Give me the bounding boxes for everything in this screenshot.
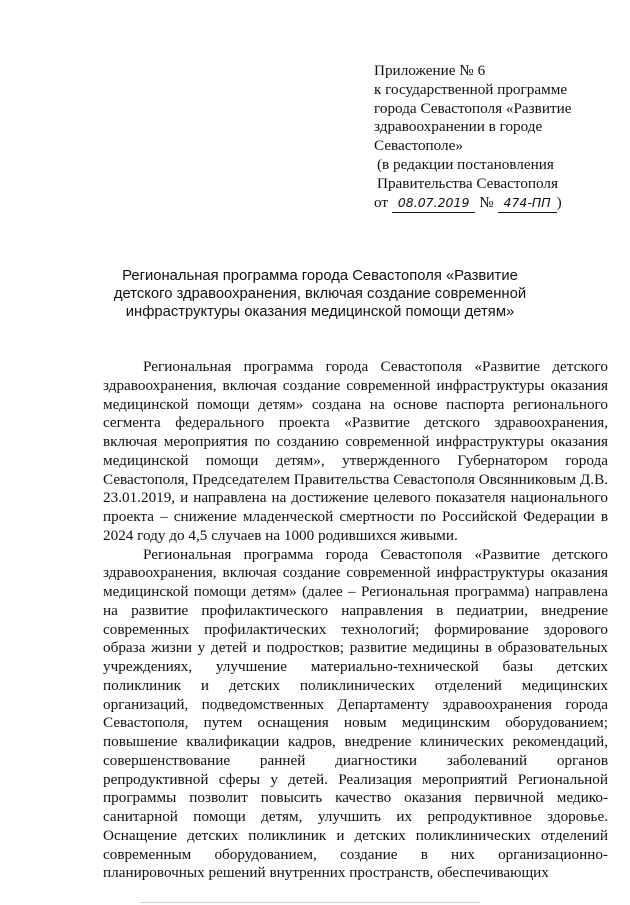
appendix-line: (в редакции постановления bbox=[377, 155, 554, 173]
appendix-line: здравоохранении в городе bbox=[374, 118, 543, 136]
appendix-line: Севастополе» bbox=[374, 137, 463, 155]
body-paragraph: Региональная программа города Севастополя «Развитие детского здравоохранения, включая создание современной инфраструктуры оказания медицинской помощи детям» создана на основе паспорта регионального сегмента федерального проекта «Развитие детского здравоохранения, включая мероприятия по созданию современной инфраструктуры оказания медицинской помощи детям», утвержденного Губернатором города Севастополя, Председателем Правительства Севастополя Овсянниковым Д.В. 23.01.2019, и направлена на достижение целевого показателя национального проекта – снижение младенческой смертности по Российской Федерации в 2024 году до 4,5 случаев на 1000 родившихся живыми. bbox=[103, 358, 608, 544]
handwritten-number: 474-ПП bbox=[498, 194, 557, 214]
appendix-date-line bbox=[374, 194, 624, 214]
appendix-line: города Севастополя «Развитие bbox=[374, 99, 572, 117]
appendix-line: к государственной программе bbox=[374, 80, 568, 98]
document-body bbox=[103, 358, 608, 883]
date-prefix: от bbox=[374, 193, 389, 211]
appendix-header bbox=[374, 62, 624, 213]
body-paragraph: Региональная программа города Севастополя «Развитие детского здравоохранения, включая создание современной инфраструктуры оказания медицинской помощи детям» (далее – Региональная программа) направлена на развитие профилактического направления в педиатрии, внедрение современных профилактических технологий; формирование здорового образа жизни у детей и подростков; развитие медицины в образовательных учреждениях, улучшение материально-технической базы детских поликлиник и детских поликлинических отделений медицинских организаций, подведомственных Департаменту здравоохранения города Севастополя, путем оснащения новым медицинским оборудованием; повышение квалификации кадров, внедрение клинических рекомендаций, совершенствование ранней диагностики заболеваний органов репродуктивной сферы у детей. Реализация мероприятий Региональной программы позволит повысить качество оказания первичной медико-санитарной помощи детям, улучшить их репродуктивное здоровье. Оснащение детских поликлиник и детских поликлинических отделений современным оборудованием, создание в них организационно-планировочных решений внутренних пространств, обеспечивающих bbox=[103, 545, 608, 882]
scan-edge-divider bbox=[140, 902, 480, 903]
handwritten-date: 08.07.2019 bbox=[392, 194, 476, 214]
appendix-number: Приложение № 6 bbox=[374, 62, 486, 79]
number-prefix: № bbox=[479, 193, 494, 211]
closing-paren: ) bbox=[556, 193, 562, 211]
appendix-line: Правительства Севастополя bbox=[377, 174, 558, 192]
document-title: Региональная программа города Севастополя «Развитие детского здравоохранения, включая создание современной инфраструктуры оказания медицинской помощи детям» bbox=[113, 268, 527, 320]
